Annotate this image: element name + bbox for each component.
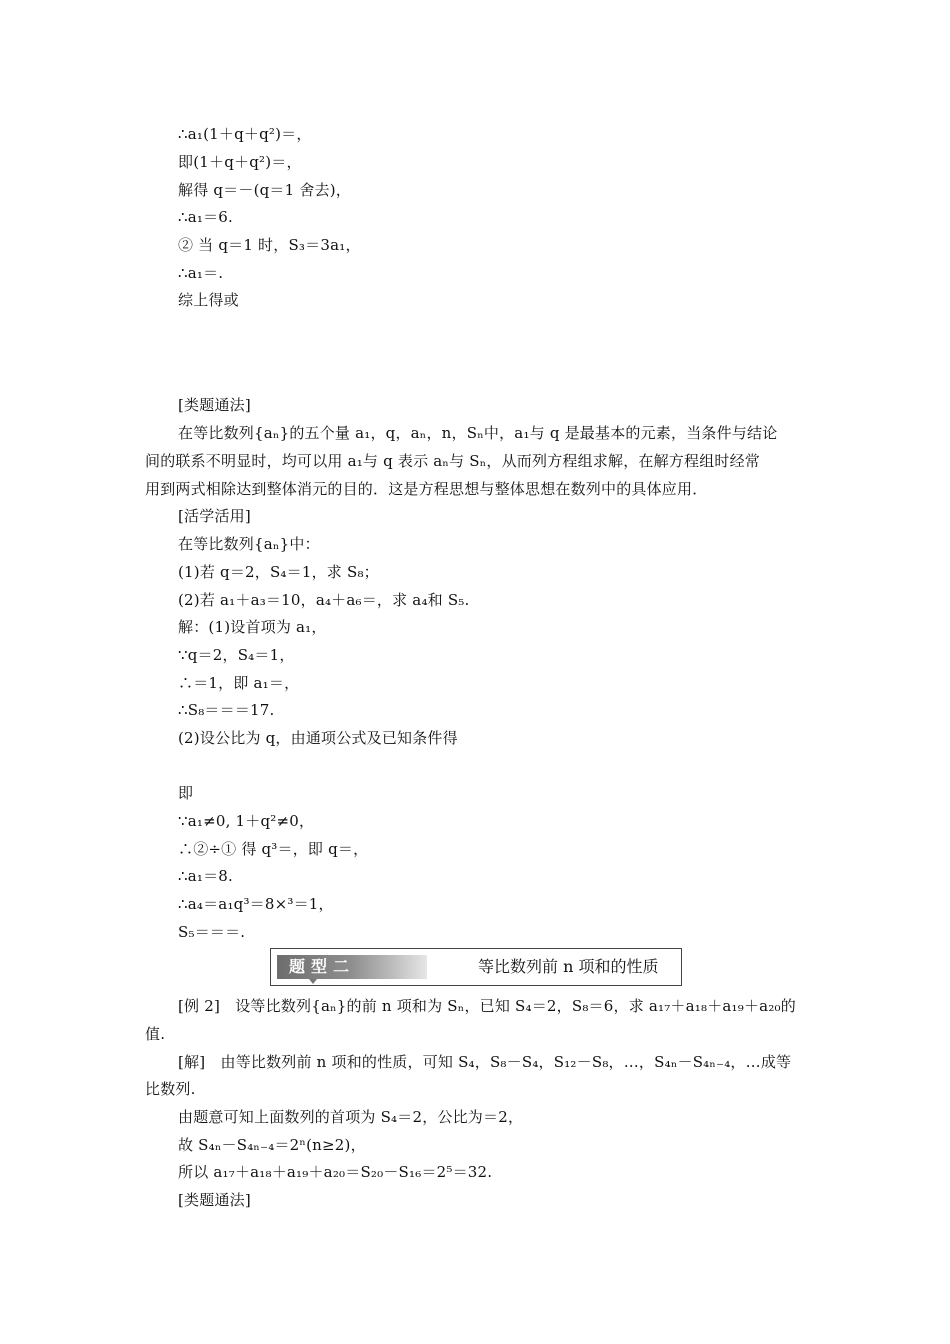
- practice-line: (2)设公比为 q，由通项公式及已知条件得: [178, 729, 458, 747]
- example-line: 故 S₄ₙ－S₄ₙ₋₄＝2ⁿ(n≥2)，: [178, 1136, 366, 1154]
- topic-tab: [277, 955, 427, 979]
- solution-line: ② 当 q＝1 时，S₃＝3a₁，: [178, 236, 361, 254]
- practice-line: 即: [178, 784, 194, 802]
- solution-line: ∴a₁＝.: [178, 264, 224, 282]
- example-question-line: [例 2] 设等比数列{aₙ}的前 n 项和为 Sₙ，已知 S₄＝2，S₈＝6，求 a₁₇＋a₁₈＋a₁₉＋a₂₀的: [178, 997, 796, 1015]
- practice-line: ∴a₁＝8.: [178, 867, 234, 885]
- method-paragraph-line: 用到两式相除达到整体消元的目的．这是方程思想与整体思想在数列中的具体应用．: [145, 480, 708, 498]
- method-paragraph-line: 在等比数列{aₙ}的五个量 a₁，q，aₙ，n，Sₙ中，a₁与 q 是最基本的元素，当条件与结论: [178, 424, 778, 442]
- example-solution-line: [解] 由等比数列前 n 项和的性质，可知 S₄，S₈－S₄，S₁₂－S₈，…，S₄ₙ－S₄ₙ₋₄，…成等: [178, 1053, 792, 1071]
- topic-banner: [270, 948, 682, 986]
- practice-line: 解：(1)设首项为 a₁，: [178, 618, 327, 636]
- solution-line: 解得 q＝－(q＝1 舍去)，: [178, 181, 351, 199]
- practice-line: ∴②÷① 得 q³＝，即 q＝，: [178, 840, 369, 858]
- practice-line: ∴S₈＝＝＝17.: [178, 701, 275, 719]
- topic-tab-label: 题型二: [289, 957, 356, 976]
- practice-line: S₅＝＝＝.: [178, 923, 246, 941]
- example-line: 由题意可知上面数列的首项为 S₄＝2，公比为＝2，: [178, 1108, 524, 1126]
- example-line: 所以 a₁₇＋a₁₈＋a₁₉＋a₂₀＝S₂₀－S₁₆＝2⁵＝32.: [178, 1163, 493, 1181]
- example-solution-line: 比数列.: [145, 1080, 196, 1098]
- practice-line: ∵a₁≠0, 1＋q²≠0，: [178, 812, 315, 830]
- topic-title: 等比数列前 n 项和的性质: [478, 957, 659, 976]
- example-question-line: 值.: [145, 1025, 166, 1043]
- method-paragraph-line: 间的联系不明显时，均可以用 a₁与 q 表示 aₙ与 Sₙ，从而列方程组求解，在解方程组时经常: [145, 452, 760, 470]
- solution-line: 综上得或: [178, 291, 239, 309]
- practice-line: ∵q＝2，S₄＝1，: [178, 646, 295, 664]
- practice-line: ∴＝1，即 a₁＝，: [178, 674, 300, 692]
- section-heading-practice: [活学活用]: [178, 507, 251, 525]
- solution-line: ∴a₁＝6.: [178, 208, 234, 226]
- practice-line: (2)若 a₁＋a₃＝10，a₄＋a₆＝，求 a₄和 S₅.: [178, 591, 470, 609]
- section-heading-method: [类题通法]: [178, 396, 251, 414]
- practice-line: 在等比数列{aₙ}中：: [178, 535, 320, 553]
- solution-line: ∴a₁(1＋q＋q²)＝，: [178, 125, 312, 143]
- solution-line: 即(1＋q＋q²)＝，: [178, 153, 302, 171]
- practice-line: (1)若 q＝2，S₄＝1，求 S₈；: [178, 563, 379, 581]
- section-heading-method: [类题通法]: [178, 1191, 251, 1209]
- practice-line: ∴a₄＝a₁q³＝8×³＝1，: [178, 895, 334, 913]
- tab-pointer-icon: [309, 979, 317, 984]
